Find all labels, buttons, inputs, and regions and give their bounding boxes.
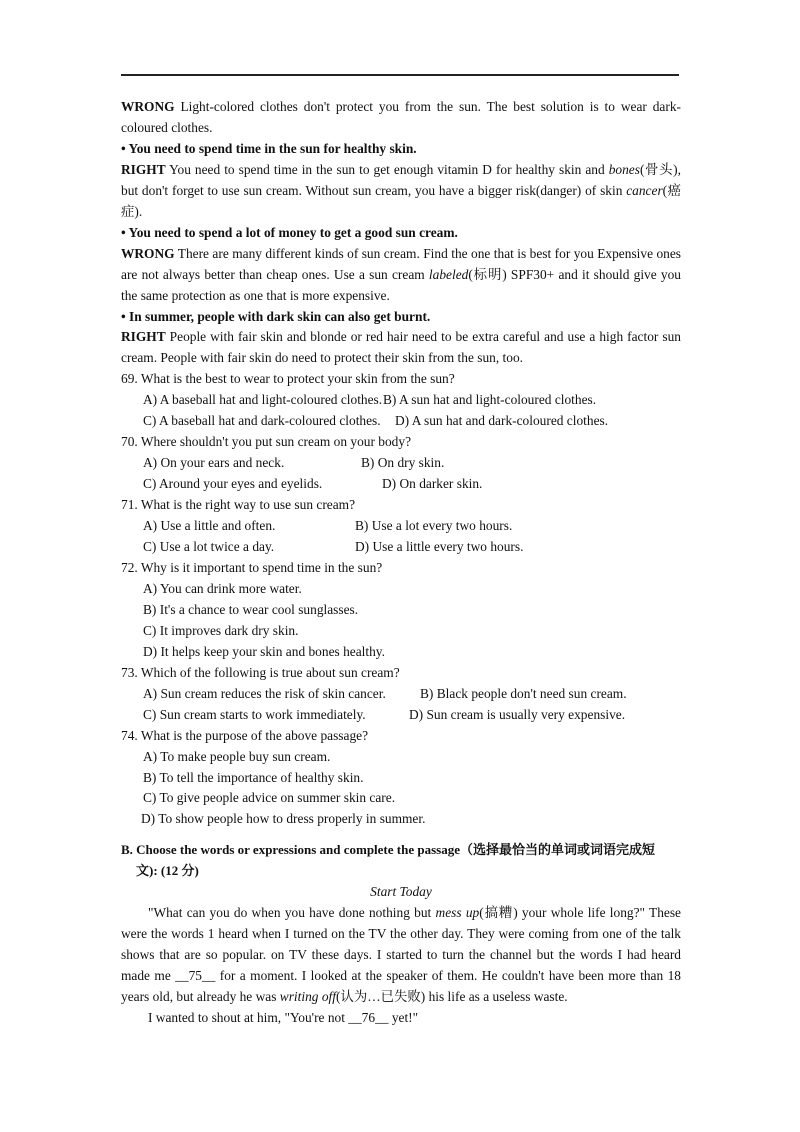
option-a[interactable]: A) A baseball hat and light-coloured clothes. — [143, 392, 383, 408]
right-statement-2 — [121, 160, 681, 223]
question-70-options-row2 — [121, 474, 681, 495]
question-70-stem: 70. Where shouldn't you put sun cream on your body? — [121, 434, 412, 450]
statement-text: Light-colored clothes don't protect you from the sun. The best solution is to wear dark-coloured clothes. — [121, 99, 681, 135]
option-b[interactable]: B) It's a chance to wear cool sunglasses. — [143, 601, 359, 617]
wrong-statement-1 — [121, 97, 681, 139]
passage-title: Start Today — [370, 884, 432, 900]
option-a[interactable]: A) To make people buy sun cream. — [143, 748, 331, 764]
question-70-options-row1 — [121, 453, 681, 474]
option-b[interactable]: B) Use a lot every two hours. — [355, 518, 513, 534]
option-d[interactable]: D) To show people how to dress properly in summer. — [141, 811, 426, 827]
myth-heading: • You need to spend a lot of money to get a good sun cream. — [121, 224, 458, 240]
option-a[interactable]: A) You can drink more water. — [143, 580, 302, 596]
wrong-statement-3 — [121, 244, 681, 307]
emphasis-word: writing off — [279, 989, 336, 1005]
passage-text: (搞糟) your whole life long?" These were the words 1 heard when I turned on the TV the other day. They were coming from one of the talk shows that are so popular. on TV these days. I started to turn the channel but the words I had heard made me __75__ for a moment. I looked at the speaker of them. He couldn't have been more than 18 years old, but already he was — [121, 905, 681, 1005]
emphasis-word: bones — [608, 161, 640, 177]
question-73-options-row1 — [121, 684, 681, 705]
right-label: RIGHT — [121, 329, 166, 345]
option-d[interactable]: D) Use a little every two hours. — [355, 539, 524, 555]
statement-text: There are many different kinds of sun cream. Find the one that is best for you Expensive ones are not always better than cheap ones. Use a sun cream — [121, 245, 681, 282]
question-69-options-row1 — [121, 390, 681, 411]
myth-heading: • You need to spend time in the sun for healthy skin. — [121, 140, 417, 156]
emphasis-word: cancer — [626, 182, 663, 198]
question-72-stem: 72. Why is it important to spend time in the sun? — [121, 559, 383, 575]
statement-text: People with fair skin and blonde or red hair need to be extra careful and use a high factor sun cream. People with fair skin do need to protect their skin from the sun, too. — [121, 329, 681, 366]
header-rule — [121, 74, 679, 76]
option-d[interactable]: D) It helps keep your skin and bones healthy. — [143, 643, 385, 659]
right-statement-4 — [121, 327, 681, 369]
right-label: RIGHT — [121, 161, 166, 177]
passage-paragraph-1 — [121, 903, 681, 1008]
emphasis-word: mess up — [435, 905, 480, 921]
option-c[interactable]: C) Use a lot twice a day. — [143, 539, 275, 555]
question-71-stem: 71. What is the right way to use sun cream? — [121, 497, 356, 513]
option-a[interactable]: A) Use a little and often. — [143, 518, 276, 534]
option-c[interactable]: C) Sun cream starts to work immediately. — [143, 706, 366, 722]
myth-heading: • In summer, people with dark skin can also get burnt. — [121, 308, 431, 324]
section-b-heading-cont: 文): (12 分) — [136, 863, 199, 879]
wrong-label: WRONG — [121, 99, 175, 114]
option-a[interactable]: A) On your ears and neck. — [143, 455, 285, 471]
question-74-stem: 74. What is the purpose of the above passage? — [121, 727, 369, 743]
option-d[interactable]: D) Sun cream is usually very expensive. — [409, 706, 626, 722]
passage-text: "What can you do when you have done nothing but — [148, 905, 436, 921]
wrong-label: WRONG — [121, 245, 175, 261]
option-d[interactable]: D) On darker skin. — [382, 476, 483, 492]
option-c[interactable]: C) A baseball hat and dark-coloured clothes. — [143, 413, 381, 429]
document-body — [121, 97, 681, 1029]
option-a[interactable]: A) Sun cream reduces the risk of skin cancer. — [143, 685, 386, 701]
passage-text: (认为…已失败) his life as a useless waste. — [335, 989, 568, 1005]
statement-text: (骨头), but don't forget to use sun cream. Without sun cream, you have a bigger risk(danger) of skin — [121, 161, 681, 198]
question-73-options-row2 — [121, 705, 681, 726]
option-b[interactable]: B) A sun hat and light-coloured clothes. — [383, 392, 597, 408]
question-69-options-row2 — [121, 411, 681, 432]
passage-paragraph-2: I wanted to shout at him, "You're not __76__ yet!" — [148, 1009, 419, 1025]
option-c[interactable]: C) It improves dark dry skin. — [143, 622, 299, 638]
statement-text: (癌症). — [121, 182, 681, 219]
question-71-options-row2 — [121, 537, 681, 558]
section-b-heading: B. Choose the words or expressions and complete the passage（选择最恰当的单词或词语完成短 — [121, 842, 655, 858]
emphasis-word: labeled — [428, 266, 469, 282]
option-d[interactable]: D) A sun hat and dark-coloured clothes. — [395, 413, 609, 429]
statement-text: (标明) SPF30+ and it should give you the same protection as one that is more expensive. — [121, 266, 681, 303]
question-71-options-row1 — [121, 516, 681, 537]
option-c[interactable]: C) To give people advice on summer skin care. — [143, 790, 396, 806]
option-b[interactable]: B) On dry skin. — [361, 455, 445, 471]
option-c[interactable]: C) Around your eyes and eyelids. — [143, 476, 323, 492]
question-73-stem: 73. Which of the following is true about sun cream? — [121, 664, 400, 680]
option-b[interactable]: B) Black people don't need sun cream. — [420, 685, 627, 701]
option-b[interactable]: B) To tell the importance of healthy skin. — [143, 769, 364, 785]
statement-text: You need to spend time in the sun to get enough vitamin D for healthy skin and — [165, 161, 609, 177]
question-69-stem: 69. What is the best to wear to protect your skin from the sun? — [121, 371, 455, 387]
